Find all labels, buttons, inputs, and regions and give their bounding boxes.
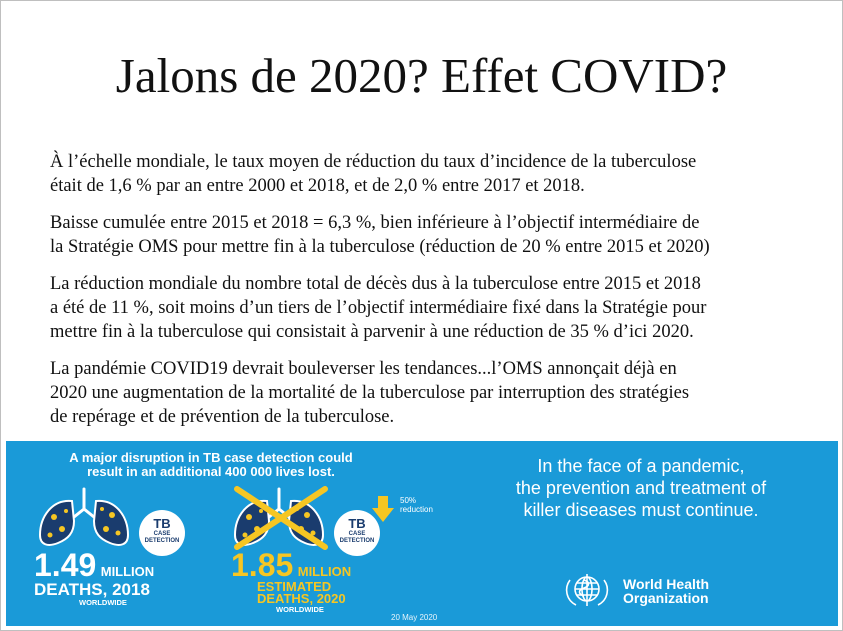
org-name-line: World Health xyxy=(623,576,710,592)
paragraph-3 xyxy=(50,272,810,344)
badge-sub-label: DETECTION xyxy=(144,538,180,544)
slide-title: Jalons de 2020? Effet COVID? xyxy=(115,48,728,103)
message-line: the prevention and treatment of xyxy=(515,478,767,498)
infographic-message xyxy=(451,455,831,521)
stat-deaths-2018 xyxy=(34,549,154,608)
stat-unit: MILLION xyxy=(100,564,155,579)
paragraph-line: était de 1,6 % par an entre 2000 et 2018, et de 2,0 % entre 2017 et 2018. xyxy=(50,176,585,196)
paragraph-line: Baisse cumulée entre 2015 et 2018 = 6,3 %, bien inférieure à l’objectif intermédiaire de xyxy=(50,213,700,233)
stat-label: DEATHS, 2020 xyxy=(257,591,346,606)
paragraph-1 xyxy=(50,150,810,198)
stat-value: 1.85 xyxy=(231,547,294,583)
who-emblem-icon xyxy=(560,570,614,610)
down-arrow-icon xyxy=(372,496,394,522)
org-name-line: Organization xyxy=(623,590,709,606)
paragraph-line: À l’échelle mondiale, le taux moyen de réduction du taux d’incidence de la tuberculose xyxy=(50,152,697,172)
reduction-percent: 50% xyxy=(400,496,417,505)
message-line: killer diseases must continue. xyxy=(523,500,759,520)
stat-label: DEATHS, 2018 xyxy=(34,580,150,599)
stat-label: ESTIMATED xyxy=(257,579,332,594)
stat-deaths-2020 xyxy=(231,549,351,615)
badge-tb-label: TB xyxy=(348,516,366,531)
stat-value: 1.49 xyxy=(34,547,97,583)
paragraph-line: La pandémie COVID19 devrait bouleverser les tendances...l’OMS annonçait déjà en xyxy=(50,359,677,379)
reduction-note xyxy=(400,496,433,514)
paragraph-4 xyxy=(50,357,810,429)
badge-sub-label: DETECTION xyxy=(339,538,375,544)
headline-line: A major disruption in TB case detection could xyxy=(69,450,353,465)
stat-unit: MILLION xyxy=(297,564,352,579)
paragraph-line: a été de 11 %, soit moins d’un tiers de l’objectif intermédiaire fixé dans la Stratégie pour xyxy=(50,298,707,318)
badge-sub-label: CASE xyxy=(348,531,366,537)
who-wordmark xyxy=(623,577,709,605)
badge-tb-label: TB xyxy=(153,516,171,531)
badge-sub-label: CASE xyxy=(153,531,171,537)
stat-scope: WORLDWIDE xyxy=(79,598,127,607)
paragraph-line: la Stratégie OMS pour mettre fin à la tuberculose (réduction de 20 % entre 2015 et 2020) xyxy=(50,237,710,257)
stat-scope: WORLDWIDE xyxy=(276,605,324,614)
infographic-date: 20 May 2020 xyxy=(391,613,438,622)
reduction-label: reduction xyxy=(400,505,433,514)
infographic-headline xyxy=(16,451,406,479)
paragraph-line: 2020 une augmentation de la mortalité de la tuberculose par interruption des stratégies xyxy=(50,383,690,403)
cross-out-icon xyxy=(231,485,331,551)
paragraph-2 xyxy=(50,211,810,259)
who-infographic-banner xyxy=(6,441,838,626)
paragraph-line: mettre fin à la tuberculose qui consistait à parvenir à une réduction de 35 % d’ici 2020. xyxy=(50,322,694,342)
message-line: In the face of a pandemic, xyxy=(537,456,745,476)
paragraph-line: de repérage et de prévention de la tuberculose. xyxy=(50,407,395,427)
paragraph-line: La réduction mondiale du nombre total de décès dus à la tuberculose entre 2015 et 2018 xyxy=(50,274,701,294)
headline-line: result in an additional 400 000 lives lost. xyxy=(87,464,335,479)
lungs-icon xyxy=(34,487,134,549)
